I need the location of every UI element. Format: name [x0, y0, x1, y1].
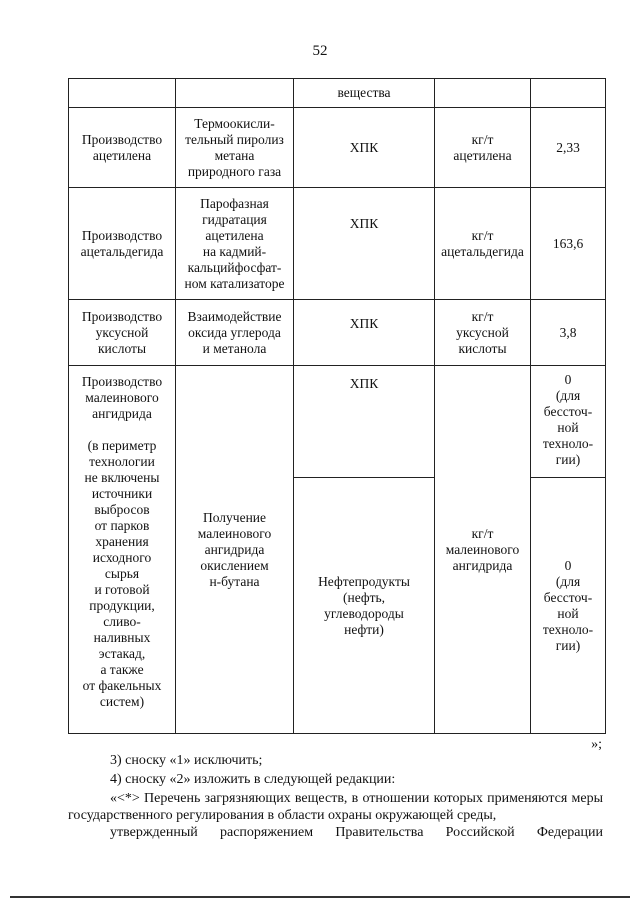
paragraph-footnote-text-line1: «<*> Перечень загрязняющих веществ, в отношении которых применяются меры государственного регулирования в области охраны окружающей среды,	[68, 791, 603, 823]
emissions-table	[68, 78, 606, 734]
header-cell-unit	[435, 79, 531, 108]
value-cell: 0 (для бессточ- ной техноло- гии)	[531, 478, 606, 734]
value-cell: 0 (для бессточ- ной техноло- гии)	[531, 366, 606, 478]
unit-cell: кг/т малеинового ангидрида	[435, 366, 531, 734]
substance-cell: Нефтепродукты (нефть, углеводороды нефти)	[294, 478, 435, 734]
substance-cell: ХПК	[294, 108, 435, 188]
paragraph-footnote-text	[68, 790, 603, 841]
substance-cell: ХПК	[294, 366, 435, 478]
process-cell: Взаимодействие оксида углерода и метанола	[176, 300, 294, 366]
production-cell: Производство малеинового ангидрида (в периметр технологии не включены источники выбросов от парков хранения исходного сырья и готовой продукции, сливо- наливных эстакад, а также от факельных систем)	[69, 366, 176, 734]
substance-cell: ХПК	[294, 188, 435, 300]
value-cell: 3,8	[531, 300, 606, 366]
table-header-continuation-row	[69, 79, 606, 108]
table-row-maleic-anhydride	[69, 366, 606, 478]
paragraph-footnote-text-line2: утвержденный распоряжением Правительства Российской Федерации	[110, 825, 603, 840]
unit-cell: кг/т ацетилена	[435, 108, 531, 188]
process-cell: Парофазная гидратация ацетилена на кадмий- кальцийфосфат- ном катализаторе	[176, 188, 294, 300]
header-cell-process	[176, 79, 294, 108]
paragraph-footnote-2: 4) сноску «2» изложить в следующей редакции:	[110, 772, 396, 787]
header-cell-production	[69, 79, 176, 108]
table-row-acetylene	[69, 108, 606, 188]
value-cell: 163,6	[531, 188, 606, 300]
paragraph-footnote-1: 3) сноску «1» исключить;	[110, 753, 263, 768]
process-cell: Термоокисли- тельный пиролиз метана природного газа	[176, 108, 294, 188]
substance-cell: ХПК	[294, 300, 435, 366]
page-bottom-edge	[10, 896, 630, 898]
production-cell: Производство уксусной кислоты	[69, 300, 176, 366]
page-number: 52	[312, 43, 328, 59]
header-cell-value	[531, 79, 606, 108]
production-cell: Производство ацетилена	[69, 108, 176, 188]
unit-cell: кг/т уксусной кислоты	[435, 300, 531, 366]
closing-quote: »;	[591, 737, 602, 752]
production-cell: Производство ацетальдегида	[69, 188, 176, 300]
process-cell: Получение малеинового ангидрида окислением н-бутана	[176, 366, 294, 734]
unit-cell: кг/т ацетальдегида	[435, 188, 531, 300]
table-row-acetic-acid	[69, 300, 606, 366]
table-row-acetaldehyde	[69, 188, 606, 300]
value-cell: 2,33	[531, 108, 606, 188]
header-cell-substance: вещества	[294, 79, 435, 108]
